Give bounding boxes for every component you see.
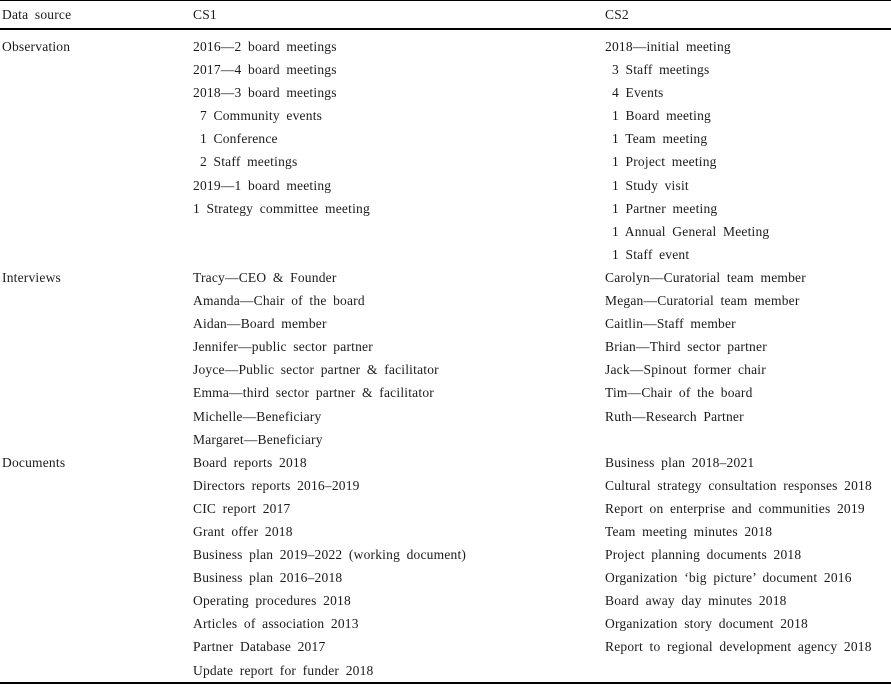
table-cell-line: Emma—third sector partner & facilitator bbox=[193, 385, 434, 401]
cs1-cell bbox=[193, 451, 605, 683]
table-cell-line: Ruth—Research Partner bbox=[605, 408, 744, 424]
table-cell-line: 4 Events bbox=[612, 85, 664, 101]
table-cell-line: Carolyn—Curatorial team member bbox=[605, 269, 806, 285]
table-cell-line: 1 Partner meeting bbox=[612, 200, 718, 216]
section-label: Documents bbox=[2, 454, 66, 470]
section-row-documents bbox=[0, 451, 891, 683]
table-cell-line: Grant offer 2018 bbox=[193, 523, 293, 539]
table-cell-line: CIC report 2017 bbox=[193, 500, 291, 516]
table-cell-line: Jack—Spinout former chair bbox=[605, 362, 766, 378]
table-cell-line: Business plan 2016–2018 bbox=[193, 570, 343, 586]
table-cell-line: 1 Conference bbox=[200, 131, 278, 147]
table-cell-line: 7 Community events bbox=[200, 108, 323, 124]
table-cell-line: Megan—Curatorial team member bbox=[605, 293, 800, 309]
column-header-data-source: Data source bbox=[0, 1, 193, 30]
cs2-cell bbox=[605, 29, 891, 266]
table-cell-line: Directors reports 2016–2019 bbox=[193, 477, 360, 493]
table-cell-line: 1 Strategy committee meeting bbox=[193, 200, 370, 216]
table-cell-line: Joyce—Public sector partner & facilitator bbox=[193, 362, 439, 378]
table-cell-line: Report to regional development agency 2018 bbox=[605, 639, 872, 655]
cs1-cell bbox=[193, 29, 605, 266]
column-header-cs1: CS1 bbox=[193, 1, 605, 30]
section-label-cell bbox=[0, 266, 193, 451]
table-cell-line: Tim—Chair of the board bbox=[605, 385, 753, 401]
section-label: Observation bbox=[2, 39, 71, 54]
section-row-observation bbox=[0, 29, 891, 266]
table-cell-line: 1 Board meeting bbox=[612, 108, 711, 124]
table-header bbox=[0, 1, 891, 30]
table-cell-line: 2016—2 board meetings bbox=[193, 39, 337, 54]
table-cell-line: Amanda—Chair of the board bbox=[193, 293, 365, 309]
table-cell-line: 3 Staff meetings bbox=[612, 62, 710, 78]
table-cell-line: Report on enterprise and communities 2019 bbox=[605, 500, 865, 516]
section-row-interviews bbox=[0, 266, 891, 451]
table-cell-line: Project planning documents 2018 bbox=[605, 547, 802, 563]
table-cell-line: Partner Database 2017 bbox=[193, 639, 326, 655]
table-cell-line: Organization story document 2018 bbox=[605, 616, 808, 632]
table-cell-line: 2018—initial meeting bbox=[605, 39, 731, 54]
table-cell-line: Board away day minutes 2018 bbox=[605, 593, 787, 609]
table-cell-line: 2017—4 board meetings bbox=[193, 62, 337, 78]
table-cell-line: Cultural strategy consultation responses 2018 bbox=[605, 477, 872, 493]
table-cell-line: Team meeting minutes 2018 bbox=[605, 523, 773, 539]
table-cell-line: Operating procedures 2018 bbox=[193, 593, 351, 609]
section-label: Interviews bbox=[2, 269, 61, 285]
column-header-cs2: CS2 bbox=[605, 1, 891, 30]
table-cell-line: Michelle—Beneficiary bbox=[193, 408, 322, 424]
table-cell-line: Aidan—Board member bbox=[193, 316, 327, 332]
cs2-cell bbox=[605, 451, 891, 683]
table-cell-line: 1 Project meeting bbox=[612, 154, 717, 170]
table-cell-line: 1 Staff event bbox=[612, 246, 690, 262]
section-label-cell bbox=[0, 451, 193, 683]
table-cell-line: Organization ‘big picture’ document 2016 bbox=[605, 570, 852, 586]
cs2-cell bbox=[605, 266, 891, 451]
table-cell-line: 1 Study visit bbox=[612, 177, 689, 193]
table-cell-line: Articles of association 2013 bbox=[193, 616, 359, 632]
table-cell-line: Brian—Third sector partner bbox=[605, 339, 767, 355]
table-body bbox=[0, 29, 891, 683]
table-cell-line: 2 Staff meetings bbox=[200, 154, 298, 170]
table-cell-line: Board reports 2018 bbox=[193, 454, 307, 470]
table-cell-line: Caitlin—Staff member bbox=[605, 316, 736, 332]
table-cell-line: Tracy—CEO & Founder bbox=[193, 269, 337, 285]
table-cell-line: 1 Annual General Meeting bbox=[612, 223, 770, 239]
table-cell-line: Update report for funder 2018 bbox=[193, 662, 374, 678]
table-cell-line: 2019—1 board meeting bbox=[193, 177, 332, 193]
table-cell-line: Jennifer—public sector partner bbox=[193, 339, 373, 355]
table-cell-line: Margaret—Beneficiary bbox=[193, 431, 323, 447]
header-row bbox=[0, 1, 891, 30]
table-cell-line: Business plan 2018–2021 bbox=[605, 454, 755, 470]
table-cell-line: 1 Team meeting bbox=[612, 131, 708, 147]
table-cell-line: 2018—3 board meetings bbox=[193, 85, 337, 101]
cs1-cell bbox=[193, 266, 605, 451]
table-cell-line: Business plan 2019–2022 (working document) bbox=[193, 547, 467, 563]
section-label-cell bbox=[0, 29, 193, 266]
